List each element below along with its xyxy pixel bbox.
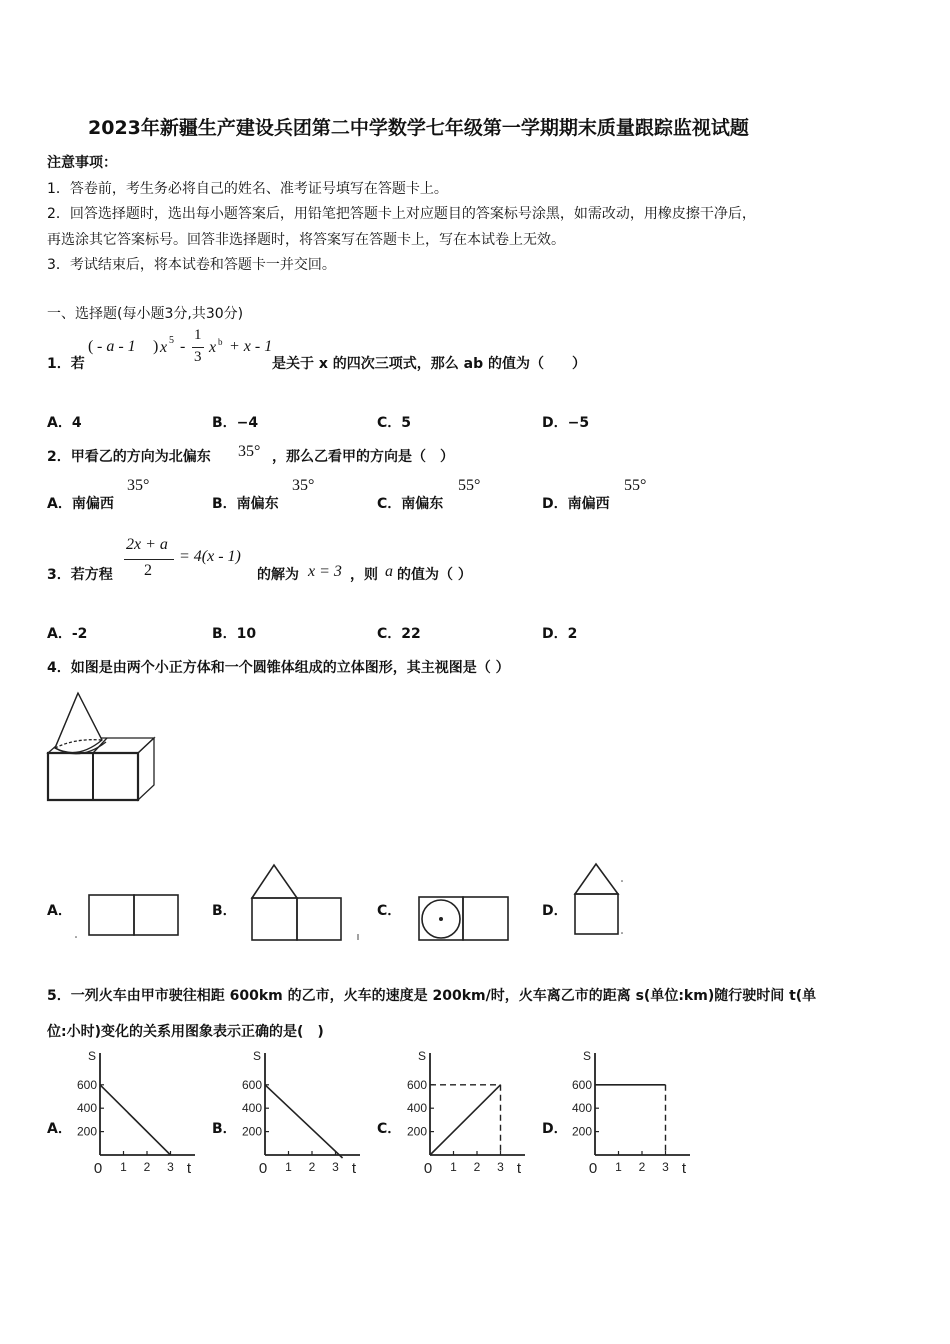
q2-option-a[interactable]: A．南偏西	[47, 496, 114, 512]
section-heading: 一、选择题(每小题3分,共30分)	[47, 306, 244, 322]
q5-option-b[interactable]: B．	[212, 1121, 237, 1137]
q2-option-d[interactable]: D．南偏西	[542, 496, 610, 512]
notice-heading: 注意事项：	[47, 155, 117, 171]
y-tick-label: 600	[406, 1077, 427, 1092]
q5-graph-b	[235, 1045, 360, 1175]
x-tick-label: 3	[332, 1160, 339, 1174]
q2-question: ，那么乙看甲的方向是（ ）	[272, 449, 454, 465]
x-axis-label: t	[351, 1160, 357, 1177]
q5-graph-a	[70, 1045, 195, 1175]
x-tick-label: 3	[497, 1160, 504, 1174]
q3-var: a	[385, 563, 393, 580]
q4-question: 4．如图是由两个小正方体和一个圆锥体组成的立体图形，其主视图是（ ）	[47, 660, 510, 676]
q3-question: 的值为（ ）	[397, 567, 472, 583]
q4-option-a[interactable]: A．	[47, 903, 72, 919]
y-tick-label: 400	[76, 1101, 97, 1116]
q1-option-b[interactable]: B．−4	[212, 415, 259, 431]
origin-label: 0	[93, 1160, 103, 1177]
x-axis-label: t	[681, 1160, 687, 1177]
q4-option-d[interactable]: D．	[542, 903, 568, 919]
q5-graph-c	[400, 1045, 525, 1175]
x-tick-label: 3	[167, 1160, 174, 1174]
q4-option-d-figure	[572, 861, 632, 939]
x-tick-label: 1	[450, 1160, 457, 1174]
x-tick-label: 1	[120, 1160, 127, 1174]
y-tick-label: 200	[571, 1124, 592, 1139]
q3-option-c[interactable]: C．22	[377, 626, 421, 642]
q4-option-a-figure	[76, 893, 186, 943]
q3-option-a[interactable]: A．-2	[47, 626, 88, 642]
y-tick-label: 200	[76, 1124, 97, 1139]
q1-option-a[interactable]: A．4	[47, 415, 82, 431]
q4-option-b[interactable]: B．	[212, 903, 237, 919]
x-tick-label: 1	[615, 1160, 622, 1174]
q4-option-b-figure	[248, 862, 363, 944]
q2-option-c[interactable]: C．南偏东	[377, 496, 444, 512]
q3-mid2: ，则	[350, 567, 378, 583]
q1-prefix: 1．若	[47, 356, 85, 372]
q5-question-line1: 5．一列火车由甲市驶往相距 600km 的乙市，火车的速度是 200km/时，火车离乙市的距离 s(单位:km)随行驶时间 t(单	[47, 988, 817, 1004]
q5-graph-d	[565, 1045, 690, 1175]
q2-angle: 35°	[238, 443, 261, 460]
q3-prefix: 3．若方程	[47, 567, 113, 583]
q1-question: 是关于 x 的四次三项式，那么 ab 的值为（ ）	[272, 356, 586, 372]
y-tick-label: 200	[241, 1124, 262, 1139]
q3-mid: 的解为	[257, 567, 299, 583]
q5-option-a[interactable]: A．	[47, 1121, 72, 1137]
x-tick-label: 2	[473, 1160, 481, 1174]
q1-option-d[interactable]: D．−5	[542, 415, 590, 431]
origin-label: 0	[588, 1160, 598, 1177]
y-tick-label: 600	[76, 1077, 97, 1092]
q2-option-a-angle: 35°	[127, 477, 150, 494]
x-tick-label: 1	[285, 1160, 292, 1174]
x-tick-label: 3	[662, 1160, 669, 1174]
y-tick-label: 400	[241, 1101, 262, 1116]
q3-option-b[interactable]: B．10	[212, 626, 257, 642]
page-title: 2023年新疆生产建设兵团第二中学数学七年级第一学期期末质量跟踪监视试题	[88, 117, 749, 139]
q5-question-line2: 位:小时)变化的关系用图象表示正确的是( )	[47, 1024, 324, 1040]
q4-option-c[interactable]: C．	[377, 903, 402, 919]
q2-prefix: 2．甲看乙的方向为北偏东	[47, 449, 211, 465]
y-tick-label: 400	[406, 1101, 427, 1116]
x-axis-label: t	[186, 1160, 192, 1177]
x-tick-label: 2	[143, 1160, 151, 1174]
q5-option-d[interactable]: D．	[542, 1121, 568, 1137]
q3-equation: 2x + a 2 = 4(x - 1)	[126, 536, 241, 579]
line-segment	[265, 1085, 343, 1158]
y-tick-label: 600	[241, 1077, 262, 1092]
y-axis-label: S	[87, 1049, 97, 1063]
q2-option-c-angle: 55°	[458, 477, 481, 494]
y-tick-label: 400	[571, 1101, 592, 1116]
q4-solid-figure	[40, 690, 160, 805]
q3-option-d[interactable]: D．2	[542, 626, 578, 642]
q4-option-c-figure	[416, 893, 511, 945]
origin-label: 0	[258, 1160, 268, 1177]
x-tick-label: 2	[638, 1160, 646, 1174]
notice-item-3: 3．考试结束后，将本试卷和答题卡一并交回。	[47, 257, 336, 273]
x-axis-label: t	[516, 1160, 522, 1177]
notice-item-2-cont: 再选涂其它答案标号。回答非选择题时，将答案写在答题卡上，写在本试卷上无效。	[47, 232, 565, 248]
q5-option-c[interactable]: C．	[377, 1121, 402, 1137]
q2-option-b-angle: 35°	[292, 477, 315, 494]
q2-option-d-angle: 55°	[624, 477, 647, 494]
y-axis-label: S	[582, 1049, 592, 1063]
notice-item-2: 2．回答选择题时，选出每小题答案后，用铅笔把答题卡上对应题目的答案标号涂黑，如需改动，用橡皮擦干净后，	[47, 206, 756, 222]
y-tick-label: 600	[571, 1077, 592, 1092]
line-segment	[100, 1085, 171, 1155]
q2-option-b[interactable]: B．南偏东	[212, 496, 279, 512]
origin-label: 0	[423, 1160, 433, 1177]
notice-item-1: 1．答卷前，考生务必将自己的姓名、准考证号填写在答题卡上。	[47, 181, 448, 197]
line-segment	[430, 1085, 501, 1155]
y-axis-label: S	[252, 1049, 262, 1063]
q1-option-c[interactable]: C．5	[377, 415, 412, 431]
x-tick-label: 2	[308, 1160, 316, 1174]
y-axis-label: S	[417, 1049, 427, 1063]
y-tick-label: 200	[406, 1124, 427, 1139]
q3-solution: x = 3	[308, 563, 342, 580]
